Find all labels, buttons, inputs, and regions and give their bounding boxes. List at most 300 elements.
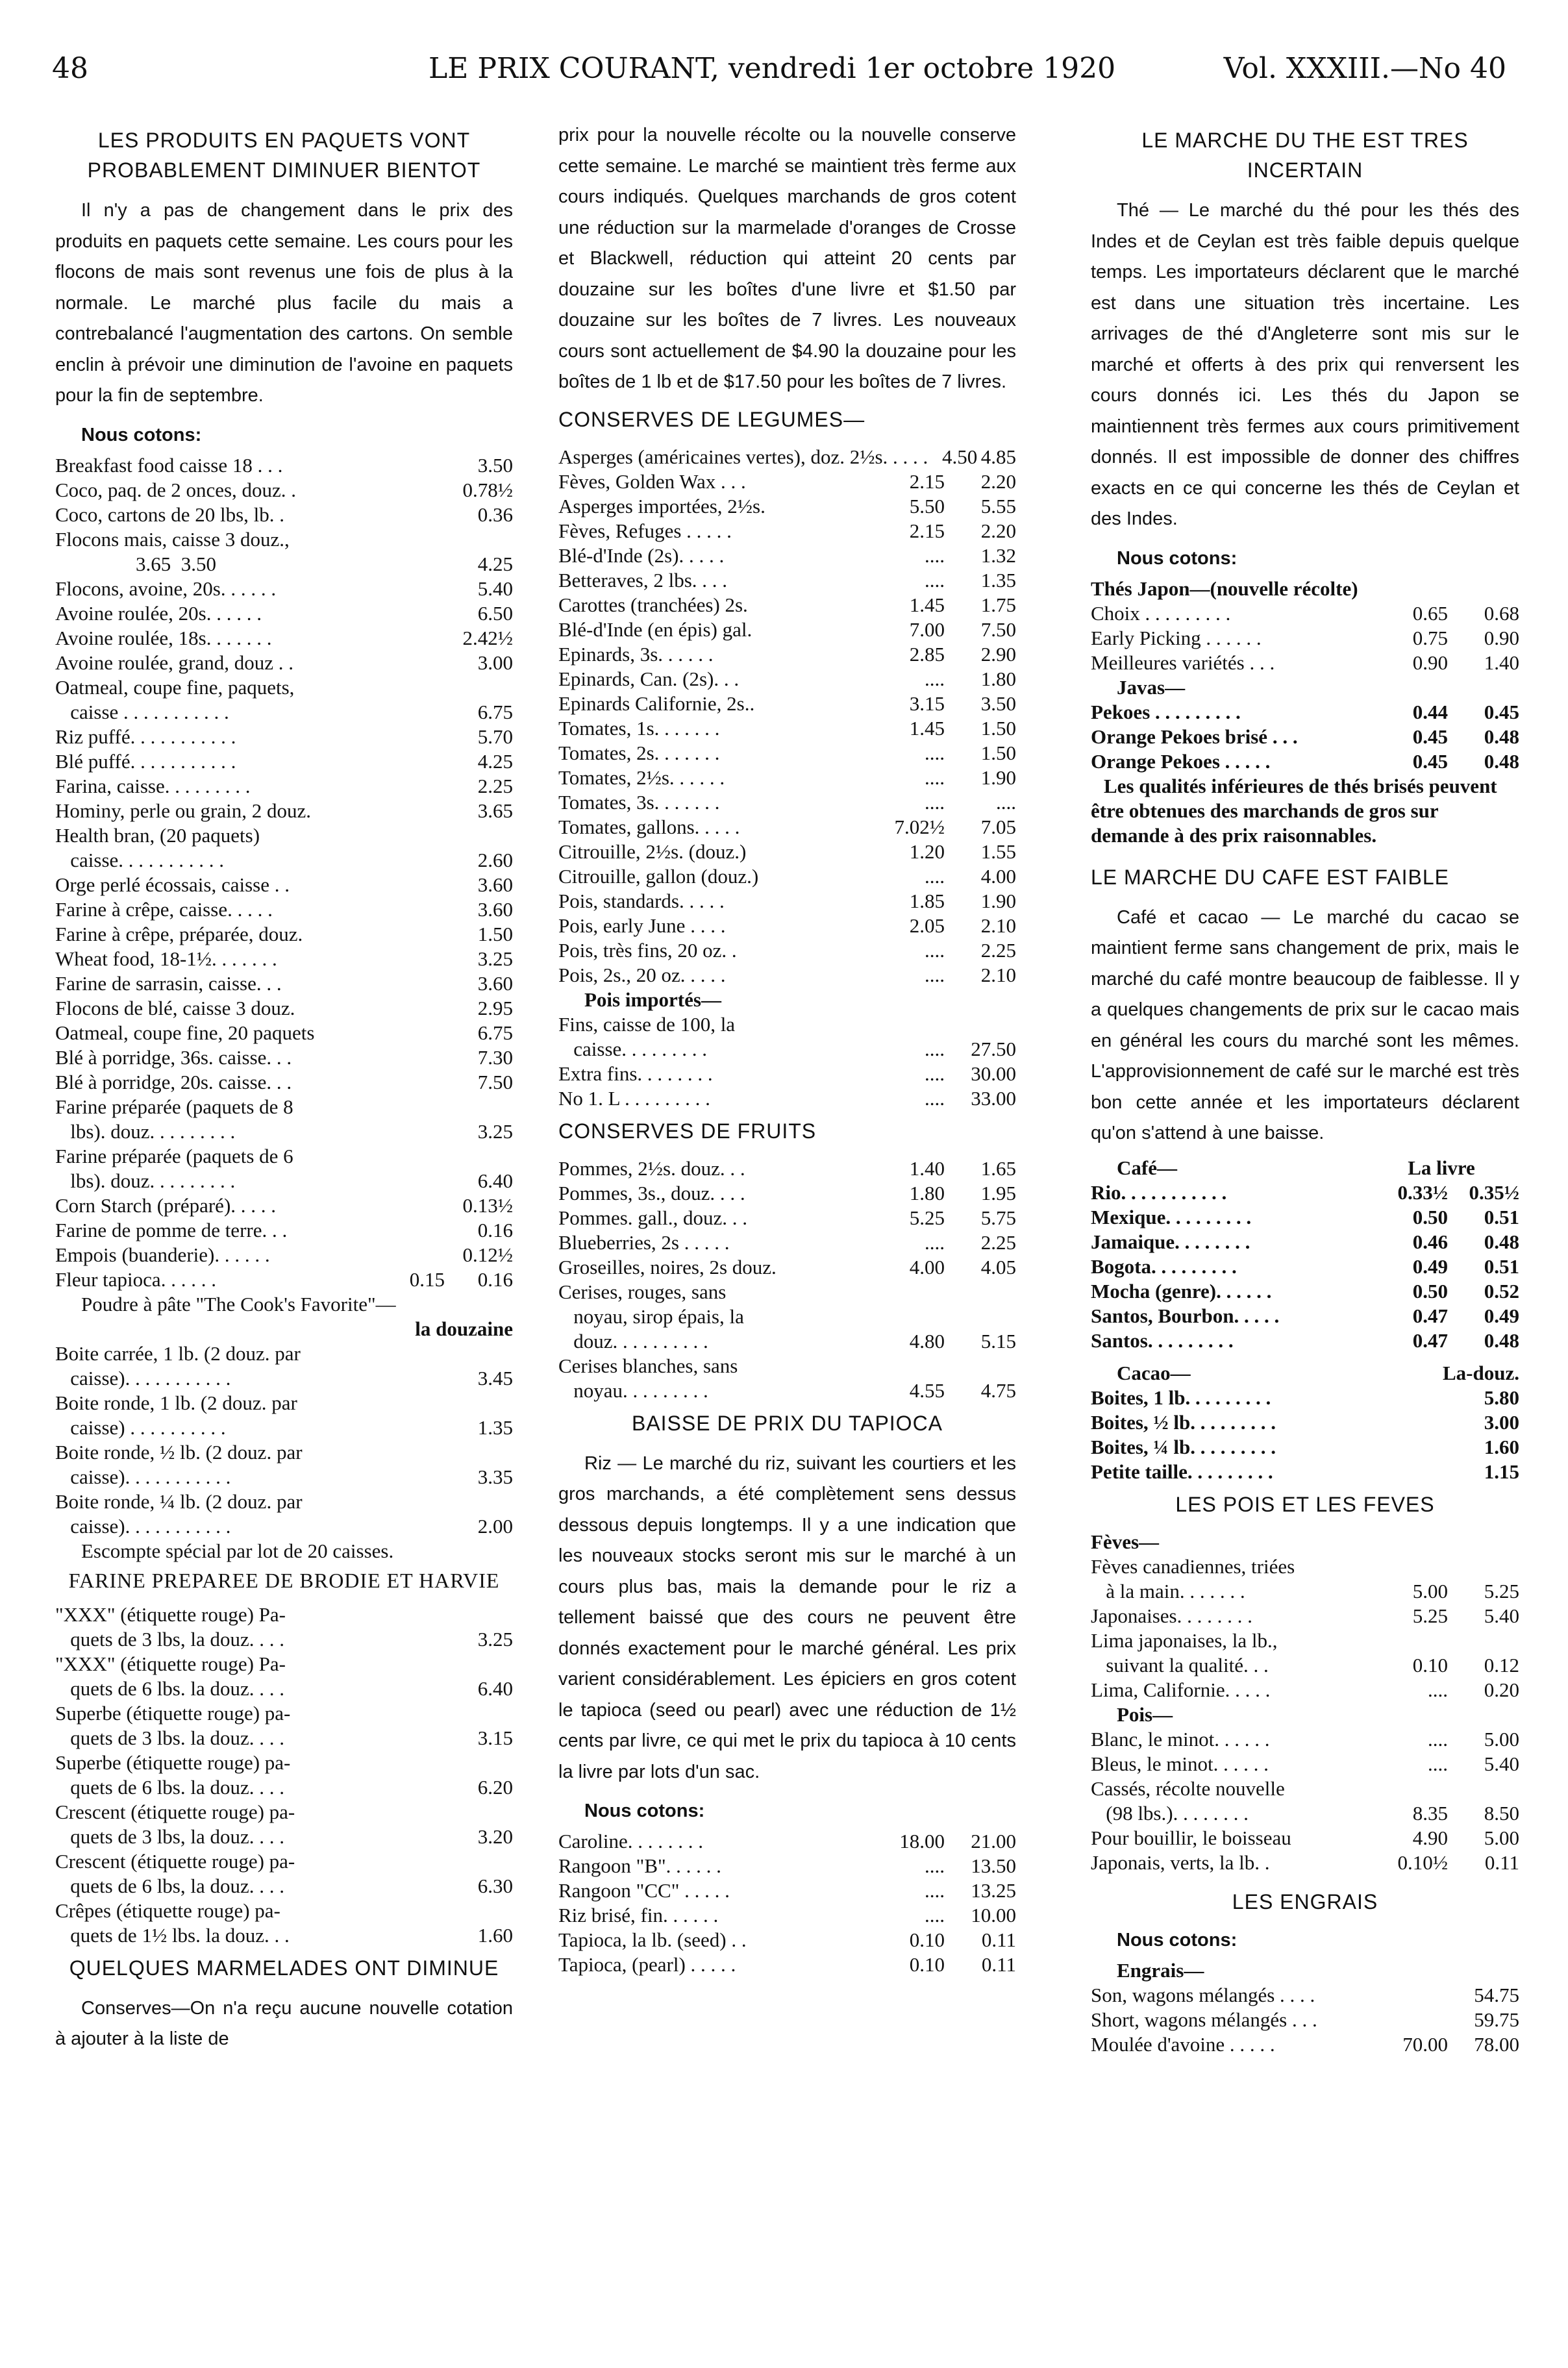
table-row (55, 1366, 513, 1391)
price-high: 8.50 (1484, 1801, 1519, 1825)
price-high: 5.15 (980, 1329, 1016, 1352)
item-label: Boites, 1 lb. . . . . . . . . (1091, 1386, 1271, 1409)
table-row (1091, 1776, 1519, 1801)
item-label: Fèves canadiennes, triées (1091, 1554, 1295, 1578)
table-row (55, 1825, 513, 1849)
douzaine-label: la douzaine (415, 1317, 513, 1340)
price-low: .... (925, 766, 945, 789)
price-high: 2.10 (980, 914, 1016, 937)
price-low: .... (925, 1062, 945, 1085)
price-low: 4.80 (909, 1329, 945, 1352)
price-table (55, 453, 513, 1292)
price-high: 6.75 (477, 700, 513, 723)
price-high: 0.11 (1484, 1851, 1519, 1874)
price-low: 0.15 (409, 1267, 445, 1291)
table-row (1091, 1628, 1519, 1653)
price-high: 2.90 (980, 642, 1016, 666)
item-label: Pois, 2s., 20 oz. . . . . (558, 963, 726, 986)
item-label: (98 lbs.). . . . . . . . (1091, 1801, 1249, 1825)
price-low: 3.15 (909, 692, 945, 715)
price-high: 3.60 (477, 897, 513, 921)
item-label: Boite ronde, ½ lb. (2 douz. par (55, 1440, 303, 1464)
price-high: 5.00 (1484, 1727, 1519, 1751)
price-high: 0.16 (477, 1218, 513, 1241)
price-low: 70.00 (1402, 2032, 1448, 2056)
table-row (55, 1775, 513, 1800)
price-high: 0.11 (981, 1953, 1016, 1976)
price-low: 0.47 (1412, 1304, 1448, 1327)
price-low: .... (925, 1037, 945, 1060)
table-row (55, 1119, 513, 1144)
item-label: caisse. . . . . . . . . . . (55, 848, 225, 871)
item-label: lbs). douz. . . . . . . . . (55, 1119, 236, 1143)
price-low: 18.00 (899, 1830, 945, 1852)
item-label: quets de 6 lbs, la douz. . . . (55, 1874, 285, 1897)
price-table (1091, 1727, 1519, 1875)
table-row (55, 1726, 513, 1751)
item-label: Boite ronde, 1 lb. (2 douz. par (55, 1391, 297, 1414)
table-row (1091, 1678, 1519, 1702)
item-label: à la main. . . . . . . (1091, 1579, 1245, 1602)
item-label: Farine de pomme de terre. . . (55, 1218, 288, 1241)
price-high: 1.35 (980, 568, 1016, 592)
item-label: Avoine roulée, 20s. . . . . . (55, 601, 262, 625)
price-high: 3.45 (477, 1366, 513, 1390)
table-row (558, 963, 1016, 988)
poudre-label: Poudre à pâte "The Cook's Favorite"— (81, 1292, 396, 1315)
item-label: Breakfast food caisse 18 . . . (55, 453, 283, 477)
price-high: 1.95 (980, 1181, 1016, 1204)
price-low: 2.85 (909, 642, 945, 666)
section-heading: LE MARCHE DU THE EST TRES INCERTAIN (1141, 129, 1469, 182)
table-row (558, 864, 1016, 889)
price-low: .... (925, 1086, 945, 1110)
escompte-note: Escompte spécial par lot de 20 caisses. (81, 1539, 394, 1562)
price-low: 0.49 (1412, 1254, 1448, 1278)
price-low: 0.33½ (1397, 1180, 1448, 1204)
section-heading: LES ENGRAIS (1232, 1889, 1378, 1913)
price-high: 1.90 (980, 889, 1016, 912)
item-label: Citrouille, gallon (douz.) (558, 864, 759, 888)
table-row (558, 1280, 1016, 1304)
cacao-header-row (1091, 1361, 1519, 1386)
price-low: 1.45 (909, 716, 945, 740)
item-label: Orange Pekoes brisé . . . (1091, 725, 1298, 748)
table-row (55, 1070, 513, 1095)
pois-importes-label: Pois importés— (584, 988, 721, 1011)
price-high: 3.00 (1484, 1410, 1519, 1434)
item-label: Rio. . . . . . . . . . . (1091, 1180, 1227, 1204)
item-label: douz. . . . . . . . . . (558, 1329, 708, 1352)
price-low: .... (925, 1879, 945, 1902)
price-low: 1.40 (909, 1156, 945, 1180)
javas-label: Javas— (1117, 675, 1186, 699)
price-low: 0.50 (1412, 1205, 1448, 1228)
item-label: Fleur tapioca. . . . . . (55, 1267, 216, 1291)
price-low: 0.46 (1412, 1230, 1448, 1253)
price-table (558, 1012, 1016, 1111)
price-low: .... (1428, 1752, 1448, 1775)
table-row (55, 527, 513, 552)
table-row (55, 651, 513, 675)
price-high: 0.68 (1484, 601, 1519, 625)
table-row (55, 1267, 513, 1292)
item-label: Caroline. . . . . . . . (558, 1830, 703, 1852)
table-row (1091, 1801, 1519, 1826)
price-high: 0.16 (477, 1267, 513, 1291)
price-high: 1.55 (980, 840, 1016, 863)
price-high: 3.25 (477, 947, 513, 970)
table-row (55, 1489, 513, 1514)
item-label: Riz brisé, fin. . . . . . (558, 1904, 719, 1926)
price-high: 13.50 (971, 1854, 1016, 1877)
cacao-label: Cacao— (1117, 1361, 1191, 1384)
table-row (1091, 700, 1519, 725)
item-label: Betteraves, 2 lbs. . . . (558, 568, 728, 592)
table-row (558, 1012, 1016, 1037)
cotons-label: Nous cotons: (1117, 1929, 1238, 1950)
table-row (55, 1923, 513, 1948)
price-low: .... (1428, 1727, 1448, 1751)
table-row (55, 1045, 513, 1070)
item-label: "XXX" (étiquette rouge) Pa- (55, 1652, 286, 1675)
item-label: Fins, caisse de 100, la (558, 1012, 736, 1036)
price-low: .... (1428, 1678, 1448, 1701)
price-high: 0.48 (1484, 1328, 1519, 1352)
item-label: Crescent (étiquette rouge) pa- (55, 1800, 295, 1823)
table-row (1091, 1554, 1519, 1579)
price-high: 3.50 (980, 692, 1016, 715)
price-high: 7.50 (980, 617, 1016, 641)
table-row (55, 1193, 513, 1218)
table-row (1091, 1410, 1519, 1435)
table-row (55, 1218, 513, 1243)
table-row (1091, 1230, 1519, 1254)
item-label: Oatmeal, coupe fine, 20 paquets (55, 1021, 315, 1044)
table-row (55, 675, 513, 700)
table-row (558, 1181, 1016, 1206)
price-high: 4.85 (980, 445, 1016, 468)
item-label: Pois, standards. . . . . (558, 889, 725, 912)
price-high: 7.05 (980, 815, 1016, 838)
item-label: quets de 1½ lbs. la douz. . . (55, 1923, 290, 1947)
poudre-heading (55, 1292, 513, 1317)
price-high: 59.75 (1474, 2008, 1519, 2031)
item-label: 3.65 3.50 (55, 552, 216, 575)
price-table (1091, 1386, 1519, 1484)
section-heading: FARINE PREPAREE DE BRODIE ET HARVIE (68, 1568, 500, 1592)
price-high: 5.40 (1484, 1752, 1519, 1775)
price-high: 6.30 (477, 1874, 513, 1897)
article-paragraph: Riz — Le marché du riz, suivant les courtiers et les gros marchands, a été complètement sens dessus dessous depuis longtemps. Il y a une indication que les nouveaux stocks seront mis sur le marché à un cours plus bas, mais la demande pour le riz a tellement baissé que des cours ne peuvent être donnés exactement pour le marché général. Les prix varient considérablement. Les épiciers en gros cotent le tapioca (seed ou pearl) avec une réduction de 1½ cents par livre, ce qui met le prix du tapioca à 10 cents la livre par lots d'un sac. (558, 1452, 1016, 1782)
item-label: Boites, ½ lb. . . . . . . . . (1091, 1410, 1276, 1434)
table-row (558, 1304, 1016, 1329)
table-row (558, 741, 1016, 766)
price-table (558, 1829, 1016, 1977)
price-high: 1.90 (980, 766, 1016, 789)
price-high: 2.20 (980, 469, 1016, 493)
item-label: Pommes, 3s., douz. . . . (558, 1181, 745, 1204)
price-high: 3.60 (477, 873, 513, 896)
table-row (55, 873, 513, 897)
table-row (55, 725, 513, 749)
cotons-label: Nous cotons: (81, 424, 202, 445)
column-2 (558, 120, 1016, 1977)
item-label: noyau. . . . . . . . . (558, 1378, 708, 1402)
feves-label: Fèves— (1091, 1530, 1160, 1553)
item-label: "XXX" (étiquette rouge) Pa- (55, 1602, 286, 1626)
price-low: 5.25 (909, 1206, 945, 1229)
table-row (558, 790, 1016, 815)
price-low: 0.10 (909, 1928, 945, 1951)
item-label: Farina, caisse. . . . . . . . . (55, 774, 251, 797)
price-low: .... (925, 864, 945, 888)
price-low: 4.55 (909, 1378, 945, 1402)
price-low: 4.00 (909, 1255, 945, 1278)
price-high: 0.48 (1484, 1230, 1519, 1253)
table-row (1091, 1579, 1519, 1604)
table-row (55, 996, 513, 1021)
table-row (558, 593, 1016, 617)
table-row (558, 1156, 1016, 1181)
item-label: Farine préparée (paquets de 8 (55, 1095, 293, 1118)
price-high: 1.60 (1484, 1435, 1519, 1458)
section-heading: LE MARCHE DU CAFE EST FAIBLE (1091, 865, 1449, 889)
item-label: Early Picking . . . . . . (1091, 626, 1262, 649)
price-high: 54.75 (1474, 1983, 1519, 2006)
price-table (55, 1602, 513, 1948)
price-low: .... (925, 938, 945, 962)
item-label: Epinards, Can. (2s). . . (558, 667, 740, 690)
item-label: caisse) . . . . . . . . . . (55, 1415, 226, 1439)
column-1 (55, 120, 513, 2062)
article-paragraph: Conserves—On n'a reçu aucune nouvelle cotation à ajouter à la liste de (55, 1997, 513, 2049)
table-row (558, 1829, 1016, 1854)
price-high: 1.80 (980, 667, 1016, 690)
table-row (1091, 725, 1519, 749)
price-high: 3.65 (477, 799, 513, 822)
price-low: .... (925, 1904, 945, 1926)
item-label: Farine préparée (paquets de 6 (55, 1144, 293, 1167)
table-row (55, 897, 513, 922)
table-row (558, 519, 1016, 543)
item-label: Cerises, rouges, sans (558, 1280, 727, 1303)
table-row (1091, 749, 1519, 774)
table-row (558, 815, 1016, 840)
price-low: 0.65 (1412, 601, 1448, 625)
item-label: No 1. L . . . . . . . . . (558, 1086, 710, 1110)
table-row (55, 1341, 513, 1366)
price-low: .... (925, 568, 945, 592)
item-label: Farine de sarrasin, caisse. . . (55, 971, 282, 995)
item-label: Coco, cartons de 20 lbs, lb. . (55, 503, 285, 526)
table-row (55, 1415, 513, 1440)
pois-label: Pois— (1117, 1702, 1173, 1726)
table-row (558, 568, 1016, 593)
la-livre-label: La livre (1408, 1156, 1475, 1179)
price-high: 3.50 (477, 453, 513, 477)
table-row (1091, 1435, 1519, 1460)
price-table (558, 445, 1016, 988)
price-high: 1.35 (477, 1415, 513, 1439)
section-heading: LES POIS ET LES FEVES (1175, 1492, 1435, 1516)
table-row (55, 1849, 513, 1874)
table-row (558, 1329, 1016, 1354)
price-high: 0.49 (1484, 1304, 1519, 1327)
table-row (558, 1878, 1016, 1903)
price-low: 1.80 (909, 1181, 945, 1204)
item-label: Hominy, perle ou grain, 2 douz. (55, 799, 312, 822)
table-row (55, 626, 513, 651)
price-low: 1.45 (909, 593, 945, 616)
price-high: 0.12½ (462, 1243, 513, 1266)
item-label: Blé-d'Inde (en épis) gal. (558, 617, 753, 641)
table-row (55, 1701, 513, 1726)
price-high: 0.52 (1484, 1279, 1519, 1302)
item-label: Corn Starch (préparé). . . . . (55, 1193, 277, 1217)
table-row (1091, 1826, 1519, 1851)
item-label: Tomates, 3s. . . . . . . (558, 790, 720, 814)
cotons-label: Nous cotons: (1117, 547, 1238, 569)
table-row (1091, 1205, 1519, 1230)
price-high: 5.75 (980, 1206, 1016, 1229)
item-label: Flocons, avoine, 20s. . . . . . (55, 577, 277, 600)
price-high: 2.60 (477, 848, 513, 871)
article-paragraph: prix pour la nouvelle récolte ou la nouvelle conserve cette semaine. Le marché se maintient très ferme aux cours indiqués. Quelques marchands de gros cotent une réduction sur la marmelade d'oranges de Crosse et Blackwell, réduction qui atteint 20 cents par douzaine sur les boîtes d'une livre et $1.50 par douzaine sur les boîtes de 7 livres. Les nouveaux cours sont actuellement de $4.90 la douzaine pour les boîtes de 1 lb et de $17.50 pour les boîtes de 7 livres. (558, 125, 1016, 392)
table-row (1091, 651, 1519, 675)
price-high: 4.05 (980, 1255, 1016, 1278)
la-douz-label: La-douz. (1443, 1361, 1519, 1384)
price-high: 1.75 (980, 593, 1016, 616)
page-header (52, 52, 1506, 104)
table-row (55, 1440, 513, 1465)
table-row (55, 1169, 513, 1193)
article-paragraph: Café et cacao — Le marché du cacao se maintient ferme sans changement de prix, mais le marché du café montre beaucoup de faiblesse. Il y a quelques changements de prix sur le cacao mais en général les cours du marché sont les mêmes. L'approvisionnement de café sur le marché est très bon cette année et les importateurs déclarent qu'on s'attend à une baisse. (1091, 906, 1519, 1143)
item-label: Tomates, 1s. . . . . . . (558, 716, 720, 740)
price-high: 6.75 (477, 1021, 513, 1044)
price-high: 0.90 (1484, 626, 1519, 649)
price-high: 7.30 (477, 1045, 513, 1069)
price-high: 1.50 (477, 922, 513, 945)
item-label: Blé à porridge, 36s. caisse. . . (55, 1045, 292, 1069)
price-low: 5.25 (1412, 1604, 1448, 1627)
item-label: Boites, ¼ lb. . . . . . . . . (1091, 1435, 1276, 1458)
item-label: Avoine roulée, 18s. . . . . . . (55, 626, 272, 649)
price-low: 5.50 (909, 494, 945, 517)
price-low: 0.50 (1412, 1279, 1448, 1302)
price-high: 0.45 (1484, 700, 1519, 723)
table-row (55, 1514, 513, 1539)
price-low: .... (925, 1230, 945, 1254)
table-row (55, 700, 513, 725)
item-label: Mocha (genre). . . . . . (1091, 1279, 1272, 1302)
item-label: Asperges importées, 2½s. (558, 494, 765, 517)
item-label: noyau, sirop épais, la (558, 1304, 744, 1328)
price-low: .... (925, 741, 945, 764)
table-row (558, 667, 1016, 692)
item-label: Asperges (américaines vertes), doz. 2½s. . . . . (558, 445, 928, 468)
item-label: Jamaique. . . . . . . . (1091, 1230, 1251, 1253)
item-label: Empois (buanderie). . . . . . (55, 1243, 270, 1266)
table-row (558, 617, 1016, 642)
table-row (558, 1903, 1016, 1928)
table-row (558, 469, 1016, 494)
table-row (558, 716, 1016, 741)
item-label: Pommes, 2½s. douz. . . (558, 1156, 745, 1180)
cafe-header-row (1091, 1156, 1519, 1180)
table-row (1091, 1983, 1519, 2008)
price-table (1091, 700, 1519, 774)
item-label: quets de 3 lbs. la douz. . . . (55, 1726, 285, 1749)
price-low: 0.90 (1412, 651, 1448, 674)
table-row (55, 453, 513, 478)
price-high: 78.00 (1474, 2032, 1519, 2056)
item-label: quets de 6 lbs. la douz. . . . (55, 1676, 285, 1700)
price-high: 33.00 (971, 1086, 1016, 1110)
price-high: 5.40 (1484, 1604, 1519, 1627)
table-row (558, 1062, 1016, 1086)
table-row (55, 601, 513, 626)
item-label: Choix . . . . . . . . . (1091, 601, 1231, 625)
table-row (1091, 1304, 1519, 1328)
table-row (1091, 1460, 1519, 1484)
price-low: 2.15 (909, 469, 945, 493)
section-heading: BAISSE DE PRIX DU TAPIOCA (631, 1411, 943, 1435)
price-table (1091, 1983, 1519, 2057)
item-label: Flocons de blé, caisse 3 douz. (55, 996, 295, 1019)
item-label: Blé puffé. . . . . . . . . . . (55, 749, 236, 773)
table-row (1091, 1180, 1519, 1205)
item-label: Rangoon "CC" . . . . . (558, 1879, 730, 1902)
table-row (1091, 1279, 1519, 1304)
table-row (1091, 626, 1519, 651)
table-row (1091, 601, 1519, 626)
publication-title: LE PRIX COURANT, vendredi 1er octobre 1920 (429, 52, 1116, 85)
price-table (55, 1341, 513, 1539)
price-high: 3.00 (477, 651, 513, 674)
price-high: 2.25 (980, 938, 1016, 962)
table-row (1091, 1851, 1519, 1875)
table-row (55, 971, 513, 996)
price-high: 2.20 (980, 519, 1016, 542)
table-row (1091, 1727, 1519, 1752)
price-low: .... (925, 790, 945, 814)
price-high: 0.51 (1484, 1205, 1519, 1228)
table-row (55, 478, 513, 503)
item-label: Tomates, 2½s. . . . . . (558, 766, 725, 789)
price-high: 0.78½ (462, 478, 513, 501)
price-high: 5.40 (477, 577, 513, 600)
table-row (1091, 1653, 1519, 1678)
item-label: Short, wagons mélangés . . . (1091, 2008, 1317, 2031)
price-high: 4.25 (477, 749, 513, 773)
item-label: Pois, early June . . . . (558, 914, 726, 937)
price-high: 3.25 (477, 1119, 513, 1143)
price-high: 2.95 (477, 996, 513, 1019)
item-label: Moulée d'avoine . . . . . (1091, 2032, 1275, 2056)
price-high: 4.75 (980, 1378, 1016, 1402)
table-row (1091, 1752, 1519, 1776)
item-label: Lima japonaises, la lb., (1091, 1628, 1278, 1652)
price-high: 5.00 (1484, 1826, 1519, 1849)
item-label: Santos. . . . . . . . . (1091, 1328, 1234, 1352)
tea-note: Les qualités inférieures de thés brisés peuvent être obtenues des marchands de gros sur demande à des prix raisonnables. (1091, 774, 1497, 847)
table-row (1091, 1254, 1519, 1279)
price-high: .... (996, 790, 1016, 814)
item-label: Carottes (tranchées) 2s. (558, 593, 748, 616)
table-row (558, 889, 1016, 914)
item-label: Bogota. . . . . . . . . (1091, 1254, 1237, 1278)
